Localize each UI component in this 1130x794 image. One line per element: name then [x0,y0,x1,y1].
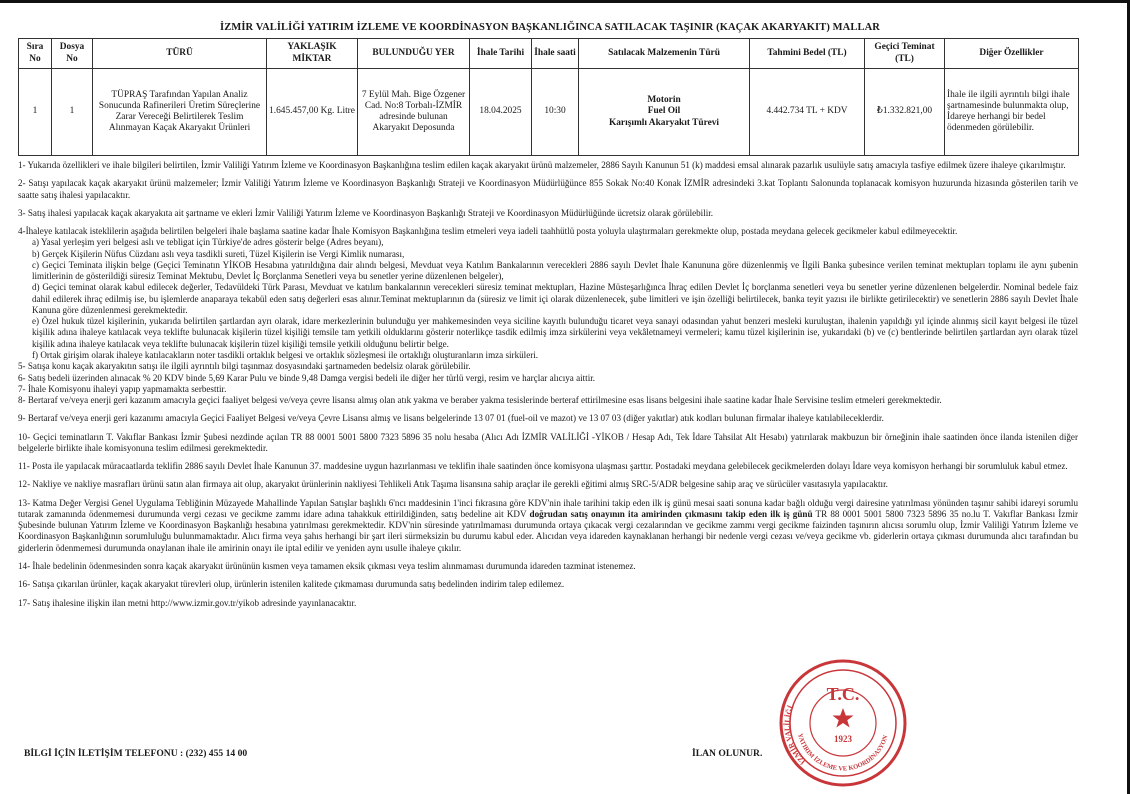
clause-17: 17- Satış ihalesine ilişkin ilan metni http://www.izmir.gov.tr/yikob adresinde yayınlanacaktır. [18,597,357,608]
malzeme-motorin: Motorin [647,95,681,106]
clause-4f: f) Ortak girişim olarak ihaleye katılacakların noter tasdikli ortaklık belgesi ve ortaklık sözleşmesi ile ortaklığı oluşturanların imza sirküleri. [32,349,539,360]
cell-dosya: 1 [52,69,93,156]
contact-phone: BİLGİ İÇİN İLETİŞİM TELEFONU : (232) 455 14 00 [24,748,248,759]
clause-1: 1- Yukarıda özellikleri ve ihale bilgileri belirtilen, İzmir Valiliği Yatırım İzleme ve Koordinasyon Başkanlığına teslim edilen kaçak akaryakıt ürünü malzemeler, 2886 Sayılı Kanunun 51 (k) maddesi emsal alınarak pazarlık usulüyle satış amacıyla tasfiye edilmek üzere ihaleye çıkarılmıştır. [18,160,1066,170]
header-miktar: YAKLAŞIK MİKTAR [267,39,358,69]
cell-turu: TÜPRAŞ Tarafından Yapılan Analiz Sonucunda Rafinerileri Üretim Süreçlerine Zarar Vereceği Belirtilerek Teslim Alınmayan Kaçak Akaryakıt Ürünleri [93,69,267,156]
clause-16: 16- Satışa çıkarılan ürünler, kaçak akaryakıt türevleri olup, ürünlerin istenilen kalitede çıkmaması durumunda satış bedelinden indirim talep edilemez. [18,579,565,590]
cell-sira: 1 [19,69,52,156]
clause-13-part-c: TR 88 0001 5001 5800 7323 5896 35 no.lu T. Vakıflar Bankası İzmir Şubesinde bulunan Yatırım İzleme ve Koordinasyon Başkanlığı hesabına yatırılması gerekmektedir. KDV'nin süresinde yatırılmaması durumunda ortaya çıkacak vergi cezalarından ve gecikme zammı vergi gecikme faizinden taşınırın alıcısı sorumlu olup, İzmir Valiliği Yatırım İzleme ve Koordinasyon Başkanlığının sorumluluğu bulunmamaktadır. Alıcı firma veya şahıs herhangi bir şart ileri sürmeksizin bu durumu kabul eder. Alıcıdan veya idareden kaynaklanan herhangi bir nedenle vergi cezası ve/veya gecikme vb. giderlerin ortaya çıkması durumunda alıcı tarafından bu giderlerin ödenmemesi durumunda onaylanan ihale ile amirinin onayı ile iptal edilir ve yeniden aynı usulle ihaleye çıkılır. [18,508,1079,553]
clause-12: 12- Nakliye ve nakliye masrafları ürünü satın alan firmaya ait olup, akaryakıt ürünlerinin nakliyesi Tehlikeli Atık Taşıma lisansına sahip araçlar ile gerekli eğitimi almış SRC-5/ADR belgesine sahip araç ve sürücüler vasıtasıyla yapılacaktır. [18,479,888,490]
header-malzeme: Satılacak Malzemenin Türü [579,39,750,69]
cell-teminat: ₺1.332.821,00 [865,69,945,156]
header-yer: BULUNDUĞU YER [358,39,470,69]
header-teminat: Geçici Teminat (TL) [865,39,945,69]
clause-6: 6- Satış bedeli üzerinden alınacak % 20 KDV binde 5,69 Karar Pulu ve binde 9,48 Damga vergisi bedeli ile diğer her türlü vergi, resim ve harçlar alıcıya aittir. [18,372,596,383]
clause-4e: e) Özel hukuk tüzel kişilerinin, yukarıda belirtilen şartlardan ayrı olarak, idare merkezlerinin bulunduğu yer mahkemesinden veya siciline kayıtlı bulunduğu ticaret veya sanayi odasından yahut benzeri mesleki kuruluştan, ihalenin yapıldığı yıl içinde alınmış sicil kayıt belgesi ile tüzel kişilik adına ihaleye katılacak veya teklifte bulunacak kişilerin tüzel kişiliği temsile tam yetkili olduklarını gösterir noterlikçe tasdik edilmiş imza sirkülerini veya vekâletnameyi vermeleri; kamu tüzel kişilerinin ise, yukarıdaki (b) ve (c) bentlerinde belirtilen şartlardan ayrı olarak tüzel kişilik adına ihaleye katılacak veya teklifte bulunacak kişilerin tüzel kişiliği temsile yetkili olduğunu belirtir belge. [32,316,1078,349]
header-tarih: İhale Tarihi [470,39,532,69]
stamp-ring-left: İZMİR VALİLİĞİ [782,704,808,767]
clauses [18,160,1078,609]
malzeme-karisimli: Karışımlı Akaryakıt Türevi [608,117,720,128]
cell-bedel: 4.442.734 TL + KDV [750,69,865,156]
clause-4c: c) Geçici Teminata ilişkin belge (Geçici Teminatın YİKOB Hesabına yatırıldığına dair alındı belgesi, Mevduat veya Katılım Bankalarının verecekleri 2886 sayılı Devlet İhale Kanununa göre düzenlenmiş ve İlgili Banka şubesince verilen teminat mektupları toplamı ile aynı şubenin limitlerinin de gösterildiği süresiz Teminat Mektubu, Devlet İç Borçlanma Senetleri veya bu senetler yerine düzenlenen belgeler), [32,259,1078,282]
clause-2: 2- Satışı yapılacak kaçak akaryakıt ürünü malzemeler; İzmir Valiliği Yatırım İzleme ve Koordinasyon Başkanlığı Strateji ve Koordinasyon Müdürlüğünce 855 Sokak No:40 Konak İZMİR adresindeki 3.kat Toplantı Salonunda toplanacak komisyon huzurunda hizasında gösterilen tarih ve saatte satış ihalesi yapılacaktır. [18,178,1078,200]
header-sira: Sıra No [19,39,52,69]
header-diger: Diğer Özellikler [945,39,1079,69]
clause-13-part-bold: doğrudan satış onayının ita amirinden çıkmasını takip eden ilk iş günü [529,508,813,519]
clause-14: 14- İhale bedelinin ödenmesinden sonra kaçak akaryakıt ürününün kısmen veya tamamen eksik çıkması veya teslim alınmaması durumunda idareden tazminat istenemez. [18,560,636,571]
cell-tarih: 18.04.2025 [470,69,532,156]
clause-5: 5- Satışa konu kaçak akaryakıtın satışı ile ilgili ayrıntılı bilgi taşınmaz dosyasındaki şartnameden bedelsiz olarak görülebilir. [18,361,471,372]
malzeme-fuel-oil: Fuel Oil [647,106,681,117]
header-saat: İhale saati [532,39,579,69]
cell-malzeme [579,69,750,156]
clause-9: 9- Bertaraf ve/veya enerji geri kazanımı amacıyla Geçici Faaliyet Belgesi ve/veya Çevre Lisansı almış ve lisans belgelerinde 13 07 01 (fuel-oil ve mazot) ve 13 07 03 (diğer yakıtlar) atık kodları bulunan firmalar ihaleye katılabileceklerdir. [18,413,884,424]
star-icon [833,708,854,728]
document-title: İZMİR VALİLİĞİ YATIRIM İZLEME VE KOORDİNASYON BAŞKANLIĞINCA SATILACAK TAŞINIR (KAÇAK AKARYAKIT) MALLAR [220,22,880,33]
cell-saat: 10:30 [532,69,579,156]
clause-7: 7- İhale Komisyonu ihaleyi yapıp yapmamakta serbesttir. [18,383,227,394]
cell-yer: 7 Eylül Mah. Bige Özgener Cad. No:8 Torbalı-İZMİR adresinde bulunan Akaryakıt Deposunda [358,69,470,156]
header-dosya: Dosya No [52,39,93,69]
stamp-ring-bottom: YATIRIM İZLEME VE KOORDİNASYON [796,732,890,773]
auction-table [18,38,1079,156]
clause-4: 4-İhaleye katılacak isteklilerin aşağıda belirtilen belgeleri ihale başlama saatine kadar İhale Komisyon Başkanlığına teslim etmeleri veya iadeli taahhütlü posta yoluyla ulaştırmaları gerekmekte olup, postada meydana gelecek gecikmeler kabul edilmeyecektir. [18,226,958,237]
stamp-center: T.C. [826,684,860,704]
clause-10: 10- Geçici teminatların T. Vakıflar Bankası İzmir Şubesi nezdinde açılan TR 88 0001 5001 5800 7323 5896 35 nolu hesaba (Alıcı Adı İZMİR VALİLİĞİ -YİKOB / Hesap Adı, Tek İdare Tahsilat Alt Hesabı) yatırılarak makbuzun bir örneğinin ihale saatinden önce ilanda istenilen diğer belgelerle birlikte ihale komisyonuna teslim edilmesi gerekmektedir. [18,431,1078,453]
clause-4a: a) Yasal yerleşim yeri belgesi aslı ve tebligat için Türkiye'de adres gösterir belge (Adres beyanı), [32,237,384,248]
clause-4b: b) Gerçek Kişilerin Nüfus Cüzdanı aslı veya tasdikli sureti, Tüzel Kişilerin ise Vergi Kimlik numarası, [32,248,405,259]
table-header-row [19,39,1079,69]
header-turu: TÜRÜ [93,39,267,69]
cell-diger: İhale ile ilgili ayrıntılı bilgi ihale şartnamesinde bulunmakta olup, İdareye herhangi bir bedel ödenmeden görülebilir. [945,69,1079,156]
table-row [19,69,1079,156]
clause-11: 11- Posta ile yapılacak müracaatlarda teklifin 2886 sayılı Devlet İhale Kanunun 37. maddesine uygun hazırlanması ve teklifin ihale saatinden önce komisyona ulaşması şarttır. Postadaki meydana gelebilecek gecikmelerden dolayı İdare veya komisyon herhangi bir sorumluluk kabul etmez. [18,461,1068,472]
clause-3: 3- Satış ihalesi yapılacak kaçak akaryakıta ait şartname ve ekleri İzmir Valiliği Yatırım İzleme ve Koordinasyon Başkanlığı Strateji ve Koordinasyon Müdürlüğünde ücretsiz olarak görülebilir. [18,207,714,218]
clause-4d: d) Geçici teminat olarak kabul edilecek değerler, Tedavüldeki Türk Parası, Mevduat ve katılım bankalarının verecekleri süresiz teminat mektupları, Hazine Müsteşarlığınca İhraç edilen Devlet İç borçlanma senetleri veya bu senetler yerine düzenlenen belgelerdir. Nominal bedele faiz dahil edilerek ihraç edilmiş ise, bu işlemlerde anaparaya tekabül eden satış değerleri esas alınır.Teminat mektuplarının da (süresiz ve limit içi olarak düzenlenecek, şube limitleri ve işin özelliği belirtilecek, banka teyit yazısı ile birlikte getirilecektir) ve senetlerin 2886 sayılı Devlet İhale Kanuna göre düzenlenmesi gerekmektedir. [32,282,1078,315]
announcement-label: İLAN OLUNUR. [692,748,763,759]
clause-13-part-a: 13- Katma Değer Vergisi Genel Uygulama Tebliğinin Müzayede Mahallinde Yapılan Satışlar başlıklı 6'ncı maddesinin 1'inci fıkrasına göre KDV'nin ihale tarihini takip eden ilk iş günü mesai saati sonuna kadar bağlı olduğu vergi dairesine yatırılması yönünden taşınır sahibi idareyi sorumlu tutarak zamanında ödenmemesi durumunda vergi cezası ve gecikme zammı idare adına tahakkuk ettirildiğinden, satış bedeline ait KDV [18,497,1078,519]
clause-13 [18,498,1078,554]
top-border [0,0,1130,3]
header-bedel: Tahmini Bedel (TL) [750,39,865,69]
clause-8: 8- Bertaraf ve/veya enerji geri kazanım amacıyla geçici faaliyet belgesi ve/veya çevre lisansı almış olan atık yakma ve beraber yakma tesislerinde berteraf ettirilmesine esas lisans belgesini ihale saatine kadar İhale Servisine teslim etmeleri gerekmektedir. [18,395,942,406]
document-page [18,22,1082,609]
official-stamp [776,656,910,790]
stamp-year: 1923 [834,734,852,744]
cell-miktar: 1.645.457,00 Kg. Litre [267,69,358,156]
